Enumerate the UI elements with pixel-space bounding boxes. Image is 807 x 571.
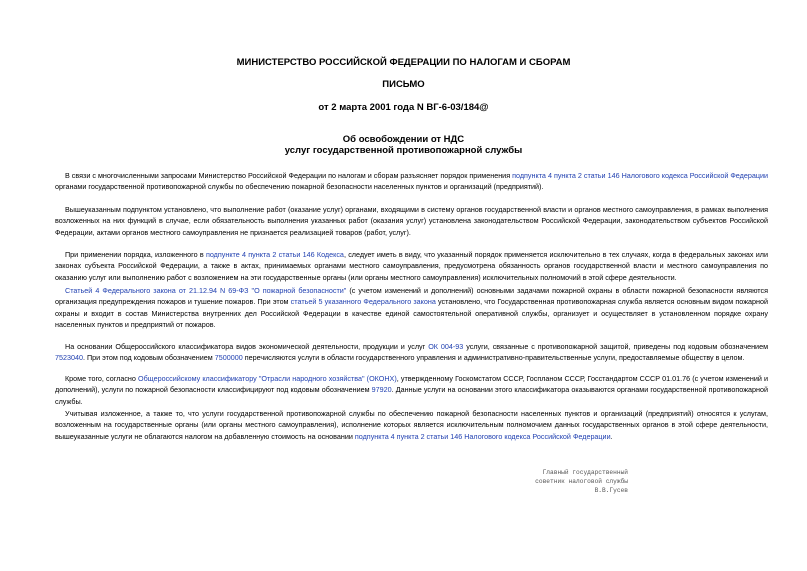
link-tax-code-art146-final[interactable]: подпункта 4 пункта 2 статьи 146 Налогового кодекса Российской Федерации (354, 431, 611, 441)
document-subject-line1: Об освобождении от НДС (342, 134, 465, 145)
link-tax-code-art146[interactable]: подпункта 4 пункта 2 статьи 146 Налогового кодекса Российской Федерации (512, 171, 768, 180)
paragraph-3: При применении порядка, изложенного в подпункте 4 пункта 2 статьи 146 Кодекса, следует иметь в виду, что указанный порядок применяется исключительно в тех случаях, когда в федеральных законах или законах субъекта Российской Федерации, а также в актах, принимаемых органами местного самоуправления, предусмотрена обязанность органов государственной власти и местного самоуправления по оказанию услуг или выполнению работ с возложением на эти государственные органы (или органы местного самоуправления) исключительных полномочий в этой сфере деятельности. (55, 250, 768, 282)
link-fire-safety-law-art5[interactable]: статьей 5 указанного Федерального закона (290, 297, 436, 307)
link-fire-safety-law-art4[interactable]: Статьей 4 Федерального закона от 21.12.94 N 69-ФЗ "О пожарной безопасности" (65, 286, 347, 295)
signature-block (520, 468, 628, 495)
link-ok-004-93[interactable]: ОК 004-93 (428, 342, 464, 351)
paragraph-4: Статьей 4 Федерального закона от 21.12.94 N 69-ФЗ "О пожарной безопасности" (с учетом изменений и дополнений) основными задачами пожарной охраны в области пожарной безопасности являются организация предупреждения пожаров и тушение пожаров. При этом статьей 5 указанного Федерального закона установлено, что Государственная противопожарная служба является основным видом пожарной охраны и входит в состав Министерства внутренних дел Российской Федерации в качестве единой самостоятельной оперативной службы, организует и осуществляет в установленном порядке охрану населенных пунктов и предприятий от пожаров. (55, 286, 768, 330)
document-date-number: от 2 марта 2001 года N ВГ-6-03/184@ (318, 102, 489, 113)
signature-name: В.В.Гусев (594, 487, 628, 494)
link-code-7523040[interactable]: 7523040 (55, 353, 83, 363)
paragraph-7: Учитывая изложенное, а также то, что услуги государственной противопожарной службы по обеспечению пожарной безопасности населенных пунктов и организаций (предприятий) относятся к услугам, возложенным на государственные органы (или органы местного самоуправления), исполнение которых является исключительным полномочием данных государственных органов в этой сфере деятельности, вышеуказанные услуги не облагаются налогом на добавленную стоимость на основании подпункта 4 пункта 2 статьи 146 Налогового кодекса Российской Федерации. (55, 409, 768, 441)
link-code-art146[interactable]: подпункте 4 пункта 2 статьи 146 Кодекса (205, 250, 344, 259)
paragraph-5: На основании Общероссийского классификатора видов экономической деятельности, продукции и услуг ОК 004-93 услуги, связанные с противопожарной защитой, приведены под кодовым обозначением 7523040. При этом под кодовым обозначением 7500000 перечисляются услуги в области государственного управления и административно-правительственные услуги, предоставляемые обществу в целом. (55, 342, 769, 363)
ministry-title: МИНИСТЕРСТВО РОССИЙСКОЙ ФЕДЕРАЦИИ ПО НАЛОГАМ И СБОРАМ (236, 57, 571, 68)
link-code-97920[interactable]: 97920 (371, 385, 392, 395)
signature-position-line2: советник налоговой службы (535, 478, 628, 485)
link-okonh[interactable]: "Отрасли народного хозяйства" (ОКОНХ) (258, 374, 397, 383)
link-all-russian-classifier[interactable]: Общероссийскому классификатору (138, 374, 257, 383)
paragraph-1: В связи с многочисленными запросами Министерство Российской Федерации по налогам и сборам разъясняет порядок применения подпункта 4 пункта 2 статьи 146 Налогового кодекса Российской Федерации органами государственной противопожарной службы по обеспечению пожарной безопасности населенных пунктов и организаций (предприятий). (55, 171, 768, 192)
paragraph-6: Кроме того, согласно Общероссийскому классификатору "Отрасли народного хозяйства" (ОКОНХ), утвержденному Госкомстатом СССР, Госпланом СССР, Госстандартом СССР 01.01.76 (с учетом изменений и дополнений), услуги по пожарной безопасности классифицируют под кодовым обозначением 97920. Данные услуги на основании этого классификатора оказываются органами государственной противопожарной службы. (55, 374, 769, 406)
link-code-7500000[interactable]: 7500000 (214, 353, 243, 363)
document-subject-line2: услуг государственной противопожарной службы (284, 145, 523, 156)
signature-position-line1: Главный государственный (542, 469, 628, 476)
paragraph-2: Вышеуказанным подпунктом установлено, что выполнение работ (оказание услуг) органами, входящими в систему органов государственной власти и органов местного самоуправления, в рамках выполнения возложенных на них функций в случае, если обязательность выполнения указанных работ (оказания услуг) установлена законодательством Российской Федерации, законодательством субъектов Российской Федерации, актами органов местного самоуправления не признается реализацией товаров (работ, услуг). (55, 205, 768, 237)
document-type: ПИСЬМО (382, 79, 425, 90)
